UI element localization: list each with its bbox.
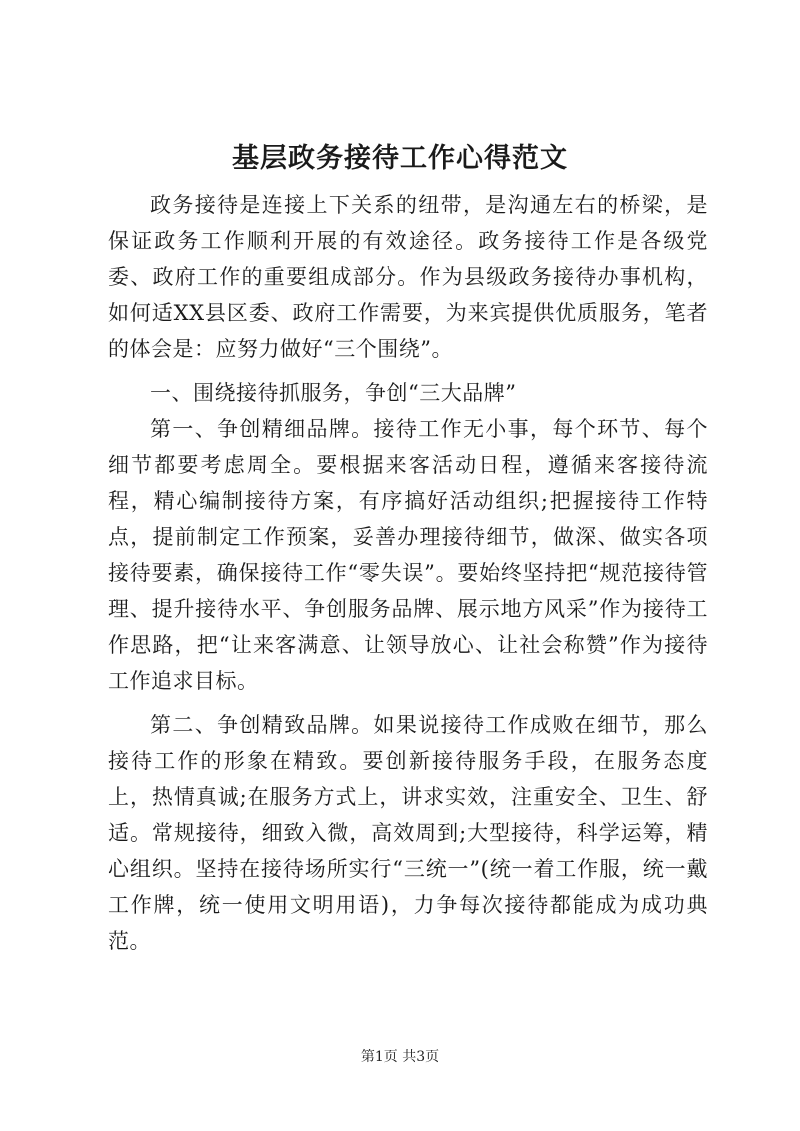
section-heading: 一、围绕接待抓服务，争创“三大品牌” <box>150 381 517 405</box>
paragraph-first: 第一、争创精细品牌。接待工作无小事，每个环节、每个细节都要考虑周全。要根据来客活动日程，遵循来客接待流程，精心编制接待方案，有序搞好活动组织;把握接待工作特点，提前制定工作预案，妥善办理接待细节，做深、做实各项接待要素，确保接待工作“零失误”。要始终坚持把“规范接待管理、提升接待水平、争创服务品牌、展示地方风采”作为接待工作思路，把“让来客满意、让领导放心、让社会称赞”作为接待工作追求目标。 <box>108 417 708 693</box>
paragraph-intro: 政务接待是连接上下关系的纽带，是沟通左右的桥梁，是保证政务工作顺利开展的有效途径。政务接待工作是各级党委、政府工作的重要组成部分。作为县级政务接待办事机构，如何适XX县区委、政府工作需要，为来宾提供优质服务，笔者的体会是：应努力做好“三个围绕”。 <box>108 193 708 361</box>
document-body <box>108 187 708 959</box>
paragraph-second: 第二、争创精致品牌。如果说接待工作成败在细节，那么接待工作的形象在精致。要创新接待服务手段，在服务态度上，热情真诚;在服务方式上，讲求实效，注重安全、卫生、舒适。常规接待，细致入微，高效周到;大型接待，科学运筹，精心组织。坚持在接待场所实行“三统一”(统一着工作服，统一戴工作牌，统一使用文明用语)，力争每次接待都能成为成功典范。 <box>108 713 708 953</box>
page-footer: 第1页 共3页 <box>360 1049 440 1065</box>
page-title: 基层政务接待工作心得范文 <box>232 143 568 174</box>
